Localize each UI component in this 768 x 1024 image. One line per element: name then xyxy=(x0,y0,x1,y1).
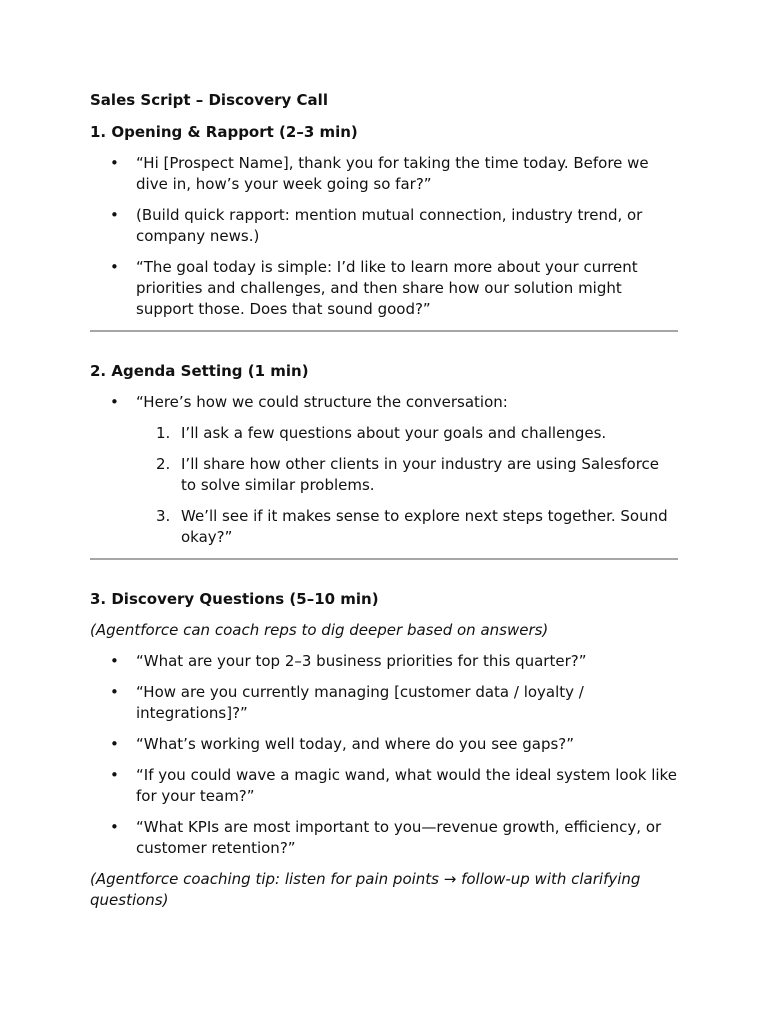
section-agenda-setting xyxy=(90,361,678,548)
section-opening-rapport xyxy=(90,122,678,320)
bullet-list xyxy=(90,651,678,859)
list-item: • “If you could wave a magic wand, what would the ideal system look like for your team?” xyxy=(90,765,678,807)
coaching-note: (Agentforce can coach reps to dig deeper based on answers) xyxy=(90,621,549,639)
section-heading: 1. Opening & Rapport (2–3 min) xyxy=(90,123,358,141)
list-item-text: “Here’s how we could structure the conversation: xyxy=(136,393,508,411)
item-text: I’ll share how other clients in your industry are using Salesforce to solve similar problems. xyxy=(181,455,660,494)
section-heading: 2. Agenda Setting (1 min) xyxy=(90,362,309,380)
numbered-item xyxy=(90,454,678,496)
item-text: I’ll ask a few questions about your goals and challenges. xyxy=(181,424,607,442)
list-item: • “How are you currently managing [customer data / loyalty / integrations]?” xyxy=(90,682,678,724)
item-text: We’ll see if it makes sense to explore next steps together. Sound okay?” xyxy=(181,507,668,546)
list-item: • “What are your top 2–3 business priorities for this quarter?” xyxy=(90,651,678,672)
list-item: • “Hi [Prospect Name], thank you for taking the time today. Before we dive in, how’s your week going so far?” xyxy=(90,153,678,195)
section-heading: 3. Discovery Questions (5–10 min) xyxy=(90,590,379,608)
item-number: 2. xyxy=(156,455,171,473)
list-item xyxy=(90,392,678,548)
section-divider xyxy=(90,330,678,332)
item-number: 1. xyxy=(156,424,171,442)
numbered-item xyxy=(90,423,678,444)
document-title: Sales Script – Discovery Call xyxy=(90,91,328,109)
document-page xyxy=(90,90,678,911)
coaching-tip: (Agentforce coaching tip: listen for pain points → follow-up with clarifying questions) xyxy=(90,870,641,909)
list-item: • (Build quick rapport: mention mutual connection, industry trend, or company news.) xyxy=(90,205,678,247)
list-item: • “What KPIs are most important to you—revenue growth, efficiency, or customer retention?” xyxy=(90,817,678,859)
section-discovery-questions xyxy=(90,589,678,911)
numbered-list xyxy=(136,423,678,548)
section-divider xyxy=(90,558,678,560)
bullet-list xyxy=(90,153,678,320)
numbered-item xyxy=(90,506,678,548)
list-item: • “The goal today is simple: I’d like to learn more about your current priorities and challenges, and then share how our solution might support those. Does that sound good?” xyxy=(90,257,678,320)
list-item: • “What’s working well today, and where do you see gaps?” xyxy=(90,734,678,755)
bullet-list xyxy=(90,392,678,548)
item-number: 3. xyxy=(156,507,171,525)
